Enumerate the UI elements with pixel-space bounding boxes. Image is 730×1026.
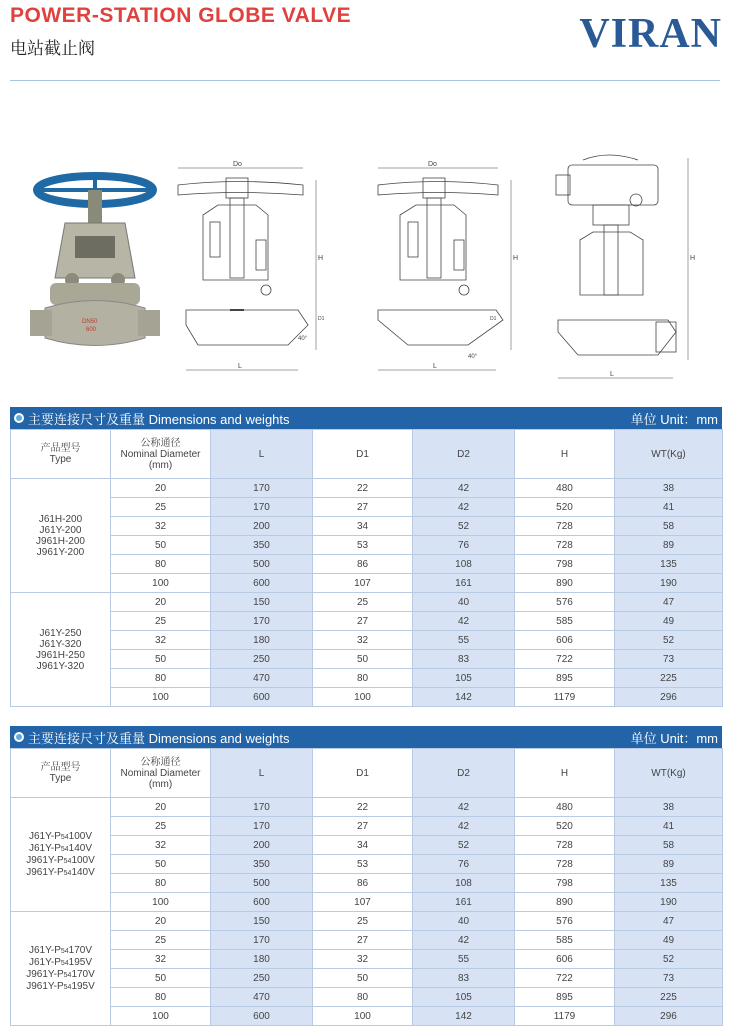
D2-cell: 55 — [413, 631, 515, 650]
section-title: 主要连接尺寸及重量 Dimensions and weights — [28, 730, 290, 746]
nominal-diameter-cell: 25 — [111, 498, 211, 517]
H-cell: 895 — [515, 669, 615, 688]
D2-cell: 161 — [413, 574, 515, 593]
dimensions-table — [10, 748, 723, 1026]
table-row — [11, 912, 723, 931]
table-row — [11, 688, 723, 707]
nominal-diameter-cell: 25 — [111, 612, 211, 631]
WT-cell: 49 — [615, 612, 723, 631]
model-name: J961Y-320 — [36, 660, 85, 672]
table-row — [11, 817, 723, 836]
nominal-diameter-cell: 25 — [111, 931, 211, 950]
WT-cell: 135 — [615, 555, 723, 574]
D2-cell: 108 — [413, 555, 515, 574]
D1-cell: 80 — [313, 988, 413, 1007]
L-cell: 250 — [211, 650, 313, 669]
D2-cell: 83 — [413, 969, 515, 988]
D1-cell: 34 — [313, 836, 413, 855]
D2-cell: 76 — [413, 855, 515, 874]
header-H: H — [515, 430, 615, 479]
D2-cell: 161 — [413, 893, 515, 912]
table-row — [11, 798, 723, 817]
L-cell: 600 — [211, 574, 313, 593]
header-D2: D2 — [413, 430, 515, 479]
D2-cell: 42 — [413, 498, 515, 517]
nominal-diameter-cell: 32 — [111, 631, 211, 650]
D2-cell: 40 — [413, 912, 515, 931]
H-cell: 728 — [515, 536, 615, 555]
L-cell: 470 — [211, 669, 313, 688]
L-cell: 350 — [211, 536, 313, 555]
WT-cell: 73 — [615, 650, 723, 669]
nominal-diameter-cell: 80 — [111, 669, 211, 688]
dimensions-table-section-1 — [10, 407, 722, 707]
model-name: J61H-200 — [38, 513, 83, 525]
header-nominal-diameter: 公称通径 Nominal Diameter (mm) — [111, 749, 211, 798]
model-name: J961H-250 — [36, 649, 85, 661]
svg-text:40°: 40° — [298, 336, 308, 342]
D1-cell: 86 — [313, 874, 413, 893]
H-cell: 1179 — [515, 1007, 615, 1026]
D2-cell: 40 — [413, 593, 515, 612]
nominal-diameter-cell: 50 — [111, 650, 211, 669]
L-cell: 200 — [211, 517, 313, 536]
L-cell: 600 — [211, 1007, 313, 1026]
D2-cell: 55 — [413, 950, 515, 969]
D1-cell: 27 — [313, 612, 413, 631]
section-header — [10, 407, 722, 429]
svg-text:H: H — [513, 255, 519, 262]
WT-cell: 89 — [615, 855, 723, 874]
header-WT: WT(Kg) — [615, 749, 723, 798]
D1-cell: 25 — [313, 593, 413, 612]
model-cell — [11, 912, 111, 1026]
dimensions-table-section-2 — [10, 726, 722, 1026]
header-D1: D1 — [313, 430, 413, 479]
D1-cell: 53 — [313, 855, 413, 874]
table-row — [11, 855, 723, 874]
WT-cell: 58 — [615, 517, 723, 536]
D2-cell: 142 — [413, 1007, 515, 1026]
D2-cell: 52 — [413, 517, 515, 536]
D2-cell: 52 — [413, 836, 515, 855]
model-name: J61Y-250 — [39, 627, 82, 639]
WT-cell: 52 — [615, 950, 723, 969]
svg-text:D1: D1 — [318, 316, 325, 322]
H-cell: 520 — [515, 817, 615, 836]
WT-cell: 49 — [615, 931, 723, 950]
model-name: J61Y-P54195V — [28, 956, 93, 968]
WT-cell: 190 — [615, 574, 723, 593]
svg-text:L: L — [610, 371, 614, 378]
header-type: 产品型号 Type — [11, 430, 111, 479]
D1-cell: 80 — [313, 669, 413, 688]
L-cell: 150 — [211, 912, 313, 931]
D2-cell: 42 — [413, 798, 515, 817]
model-name: J961Y-P54195V — [26, 980, 95, 992]
L-cell: 170 — [211, 817, 313, 836]
section-drawing-3 — [548, 150, 698, 385]
D2-cell: 105 — [413, 669, 515, 688]
L-cell: 470 — [211, 988, 313, 1007]
L-cell: 350 — [211, 855, 313, 874]
nominal-diameter-cell: 20 — [111, 912, 211, 931]
D1-cell: 100 — [313, 688, 413, 707]
D1-cell: 50 — [313, 969, 413, 988]
nominal-diameter-cell: 50 — [111, 536, 211, 555]
D2-cell: 105 — [413, 988, 515, 1007]
L-cell: 180 — [211, 631, 313, 650]
svg-text:Do: Do — [428, 161, 437, 168]
table-row — [11, 669, 723, 688]
H-cell: 798 — [515, 874, 615, 893]
D1-cell: 32 — [313, 631, 413, 650]
D1-cell: 100 — [313, 1007, 413, 1026]
L-cell: 170 — [211, 479, 313, 498]
svg-text:L: L — [433, 363, 437, 370]
bullet-icon — [14, 732, 24, 742]
header-nominal-diameter: 公称通径 Nominal Diameter (mm) — [111, 430, 211, 479]
valve-photo — [30, 168, 165, 353]
unit-label: 单位 Unit：mm — [630, 411, 718, 427]
H-cell: 480 — [515, 798, 615, 817]
D1-cell: 32 — [313, 950, 413, 969]
L-cell: 170 — [211, 612, 313, 631]
D1-cell: 27 — [313, 931, 413, 950]
L-cell: 500 — [211, 874, 313, 893]
header-H: H — [515, 749, 615, 798]
photo-label-pn: 600 — [86, 327, 97, 333]
table-row — [11, 988, 723, 1007]
table-row — [11, 498, 723, 517]
L-cell: 170 — [211, 498, 313, 517]
table-row — [11, 931, 723, 950]
header-L: L — [211, 430, 313, 479]
nominal-diameter-cell: 20 — [111, 479, 211, 498]
svg-text:H: H — [318, 255, 324, 262]
nominal-diameter-cell: 50 — [111, 855, 211, 874]
table-row — [11, 893, 723, 912]
model-cell — [11, 798, 111, 912]
H-cell: 722 — [515, 650, 615, 669]
model-name: J61Y-200 — [39, 524, 82, 536]
H-cell: 722 — [515, 969, 615, 988]
model-name: J61Y-P54140V — [28, 842, 93, 854]
D1-cell: 53 — [313, 536, 413, 555]
table-row — [11, 969, 723, 988]
table-row — [11, 612, 723, 631]
model-name: J961Y-200 — [36, 546, 85, 558]
dimensions-table — [10, 429, 723, 707]
header-WT: WT(Kg) — [615, 430, 723, 479]
H-cell: 728 — [515, 836, 615, 855]
brand-logo: VIRAN — [579, 11, 722, 57]
H-cell: 728 — [515, 855, 615, 874]
H-cell: 576 — [515, 912, 615, 931]
svg-text:L: L — [238, 363, 242, 370]
WT-cell: 38 — [615, 798, 723, 817]
H-cell: 585 — [515, 612, 615, 631]
H-cell: 606 — [515, 631, 615, 650]
table-row — [11, 555, 723, 574]
D2-cell: 42 — [413, 817, 515, 836]
table-row — [11, 593, 723, 612]
header-D2: D2 — [413, 749, 515, 798]
nominal-diameter-cell: 32 — [111, 517, 211, 536]
table-row — [11, 874, 723, 893]
L-cell: 200 — [211, 836, 313, 855]
product-figures — [0, 140, 730, 390]
nominal-diameter-cell: 80 — [111, 555, 211, 574]
H-cell: 890 — [515, 574, 615, 593]
WT-cell: 47 — [615, 593, 723, 612]
WT-cell: 89 — [615, 536, 723, 555]
H-cell: 895 — [515, 988, 615, 1007]
D2-cell: 42 — [413, 479, 515, 498]
table-row — [11, 517, 723, 536]
WT-cell: 47 — [615, 912, 723, 931]
section-drawing-1 — [168, 160, 333, 385]
D2-cell: 42 — [413, 612, 515, 631]
D1-cell: 27 — [313, 498, 413, 517]
D2-cell: 83 — [413, 650, 515, 669]
nominal-diameter-cell: 32 — [111, 836, 211, 855]
D1-cell: 107 — [313, 893, 413, 912]
page-title: POWER-STATION GLOBE VALVE — [10, 4, 352, 27]
D1-cell: 25 — [313, 912, 413, 931]
D1-cell: 22 — [313, 479, 413, 498]
WT-cell: 296 — [615, 1007, 723, 1026]
model-name: J961Y-P54140V — [26, 866, 95, 878]
section-header — [10, 726, 722, 748]
header-type: 产品型号 Type — [11, 749, 111, 798]
nominal-diameter-cell: 80 — [111, 874, 211, 893]
model-name: J61Y-P54100V — [28, 830, 93, 842]
H-cell: 798 — [515, 555, 615, 574]
table-row — [11, 950, 723, 969]
svg-text:D1: D1 — [490, 316, 497, 322]
svg-text:H: H — [690, 255, 696, 262]
header-divider — [10, 80, 720, 81]
L-cell: 170 — [211, 931, 313, 950]
model-name: J61Y-320 — [39, 638, 82, 650]
H-cell: 1179 — [515, 688, 615, 707]
H-cell: 606 — [515, 950, 615, 969]
WT-cell: 225 — [615, 669, 723, 688]
table-row — [11, 650, 723, 669]
WT-cell: 296 — [615, 688, 723, 707]
L-cell: 150 — [211, 593, 313, 612]
nominal-diameter-cell: 20 — [111, 593, 211, 612]
photo-label-dn: DN50 — [82, 319, 98, 325]
L-cell: 180 — [211, 950, 313, 969]
model-name: J61Y-P54170V — [28, 944, 93, 956]
H-cell: 576 — [515, 593, 615, 612]
nominal-diameter-cell: 80 — [111, 988, 211, 1007]
nominal-diameter-cell: 100 — [111, 1007, 211, 1026]
WT-cell: 190 — [615, 893, 723, 912]
model-name: J961Y-P54100V — [26, 854, 95, 866]
nominal-diameter-cell: 100 — [111, 574, 211, 593]
L-cell: 250 — [211, 969, 313, 988]
nominal-diameter-cell: 20 — [111, 798, 211, 817]
bullet-icon — [14, 413, 24, 423]
WT-cell: 135 — [615, 874, 723, 893]
D2-cell: 142 — [413, 688, 515, 707]
L-cell: 170 — [211, 798, 313, 817]
WT-cell: 52 — [615, 631, 723, 650]
table-row — [11, 479, 723, 498]
D1-cell: 27 — [313, 817, 413, 836]
table-row — [11, 536, 723, 555]
WT-cell: 41 — [615, 817, 723, 836]
unit-label: 单位 Unit：mm — [630, 730, 718, 746]
D2-cell: 108 — [413, 874, 515, 893]
nominal-diameter-cell: 50 — [111, 969, 211, 988]
table-row — [11, 836, 723, 855]
WT-cell: 225 — [615, 988, 723, 1007]
nominal-diameter-cell: 100 — [111, 688, 211, 707]
H-cell: 890 — [515, 893, 615, 912]
model-cell — [11, 479, 111, 593]
nominal-diameter-cell: 32 — [111, 950, 211, 969]
table-row — [11, 1007, 723, 1026]
section-title: 主要连接尺寸及重量 Dimensions and weights — [28, 411, 290, 427]
svg-text:Do: Do — [233, 161, 242, 168]
D1-cell: 50 — [313, 650, 413, 669]
header-L: L — [211, 749, 313, 798]
D2-cell: 76 — [413, 536, 515, 555]
header-D1: D1 — [313, 749, 413, 798]
WT-cell: 38 — [615, 479, 723, 498]
model-name: J961H-200 — [36, 535, 85, 547]
WT-cell: 41 — [615, 498, 723, 517]
D1-cell: 86 — [313, 555, 413, 574]
WT-cell: 73 — [615, 969, 723, 988]
model-cell — [11, 593, 111, 707]
D1-cell: 107 — [313, 574, 413, 593]
H-cell: 585 — [515, 931, 615, 950]
D1-cell: 22 — [313, 798, 413, 817]
svg-text:40°: 40° — [468, 354, 478, 360]
H-cell: 728 — [515, 517, 615, 536]
nominal-diameter-cell: 25 — [111, 817, 211, 836]
nominal-diameter-cell: 100 — [111, 893, 211, 912]
section-drawing-2 — [368, 160, 528, 385]
table-row — [11, 631, 723, 650]
L-cell: 600 — [211, 688, 313, 707]
L-cell: 600 — [211, 893, 313, 912]
table-row — [11, 574, 723, 593]
page-subtitle: 电站截止阀 — [10, 39, 95, 59]
L-cell: 500 — [211, 555, 313, 574]
model-name: J961Y-P54170V — [26, 968, 95, 980]
D2-cell: 42 — [413, 931, 515, 950]
H-cell: 480 — [515, 479, 615, 498]
WT-cell: 58 — [615, 836, 723, 855]
D1-cell: 34 — [313, 517, 413, 536]
H-cell: 520 — [515, 498, 615, 517]
